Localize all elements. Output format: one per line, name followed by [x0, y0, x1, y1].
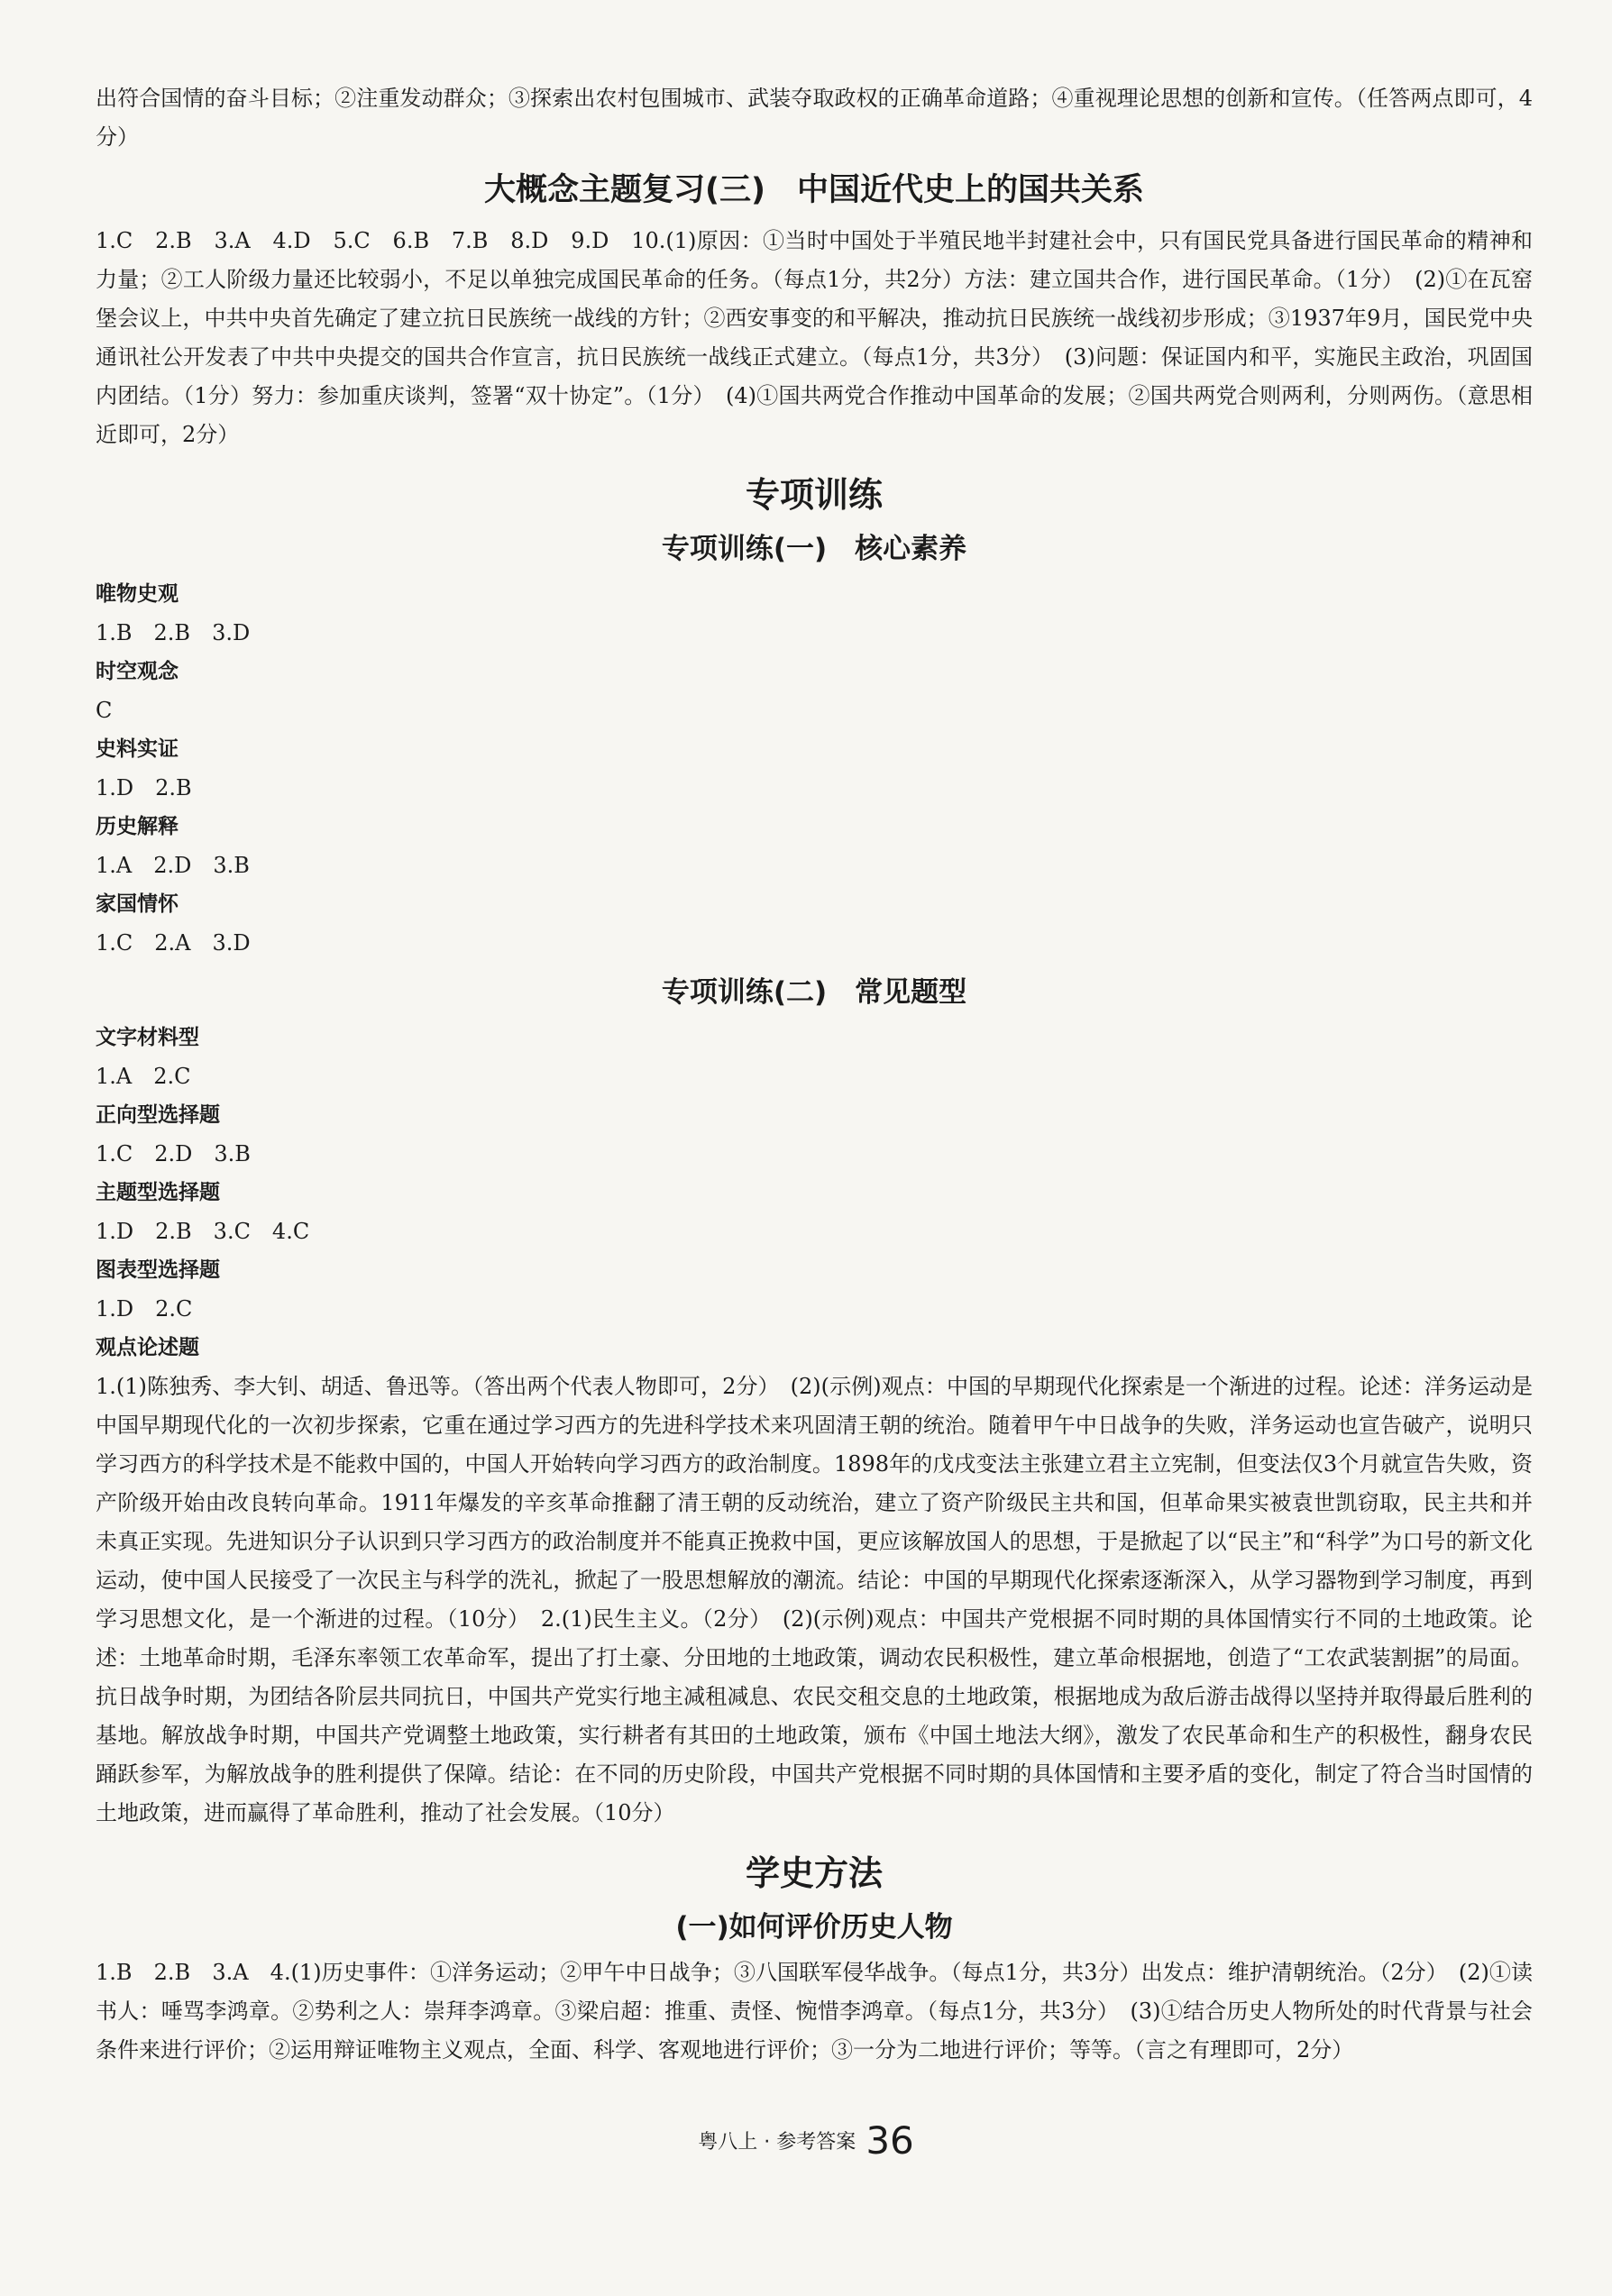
- special-training-title: 专项训练: [745, 475, 883, 515]
- review3-title: 大概念主题复习(三) 中国近代史上的国共关系: [484, 172, 1144, 208]
- category-heading: 文字材料型: [96, 1026, 199, 1049]
- category-answers: 1.A 2.D 3.B: [96, 853, 250, 878]
- category-answers: 1.D 2.C: [96, 1296, 193, 1322]
- category-heading: 史料实证: [96, 737, 179, 761]
- category-answers: 1.B 2.B 3.D: [96, 620, 251, 645]
- category-heading: 家国情怀: [96, 892, 179, 916]
- category-answers: 1.A 2.C: [96, 1064, 191, 1089]
- study-method-answers: 1.B 2.B 3.A 4.(1)历史事件：①洋务运动；②甲午中日战争；③八国联军侵华战争。（每点1分，共3分）出发点：维护清朝统治。（2分） (2)①读书人：唾骂李鸿章。②势利之人：崇拜李鸿章。③梁启超：推重、责怪、惋惜李鸿章。（每点1分，共3分） (3)①结合历史人物所处的时代背景与社会条件来进行评价；②运用辩证唯物主义观点，全面、科学、客观地进行评价；③一分为二地进行评价；等等。（言之有理即可，2分）: [96, 1960, 1533, 2063]
- essay-answers: 1.(1)陈独秀、李大钊、胡适、鲁迅等。（答出两个代表人物即可，2分） (2)(示例)观点：中国的早期现代化探索是一个渐进的过程。论述：洋务运动是中国早期现代化的一次初步探索，它重在通过学习西方的先进科学技术来巩固清王朝的统治。随着甲午中日战争的失败，洋务运动也宣告破产，说明只学习西方的科学技术是不能救中国的，中国人开始转向学习西方的政治制度。1898年的戊戌变法主张建立君主立宪制，但变法仅3个月就宣告失败，资产阶级开始由改良转向革命。1911年爆发的辛亥革命推翻了清王朝的反动统治，建立了资产阶级民主共和国，但革命果实被袁世凯窃取，民主共和并未真正实现。先进知识分子认识到只学习西方的政治制度并不能真正挽救中国，更应该解放国人的思想，于是掀起了以“民主”和“科学”为口号的新文化运动，使中国人民接受了一次民主与科学的洗礼，掀起了一股思想解放的潮流。结论：中国的早期现代化探索逐渐深入，从学习器物到学习制度，再到学习思想文化，是一个渐进的过程。（10分） 2.(1)民生主义。（2分） (2)(示例)观点：中国共产党根据不同时期的具体国情实行不同的土地政策。论述：土地革命时期，毛泽东率领工农革命军，提出了打土豪、分田地的土地政策，调动农民积极性，建立革命根据地，创造了“工农武装割据”的局面。抗日战争时期，为团结各阶层共同抗日，中国共产党实行地主减租减息、农民交租交息的土地政策，根据地成为敌后游击战得以坚持并取得最后胜利的基地。解放战争时期，中国共产党调整土地政策，实行耕者有其田的土地政策，颁布《中国土地法大纲》，激发了农民革命和生产的积极性，翻身农民踊跃参军，为解放战争的胜利提供了保障。结论：在不同的历史阶段，中国共产党根据不同时期的具体国情和主要矛盾的变化，制定了符合当时国情的土地政策，进而赢得了革命胜利，推动了社会发展。（10分）: [96, 1374, 1533, 1825]
- category-answers: 1.D 2.B 3.C 4.C: [96, 1219, 310, 1244]
- page-number: 36: [866, 2118, 914, 2163]
- study-method-title: 学史方法: [745, 1853, 883, 1893]
- study-method-1-title: (一)如何评价历史人物: [675, 1911, 953, 1944]
- category-heading: 主题型选择题: [96, 1181, 220, 1204]
- footer-label: 粤八上 · 参考答案: [698, 2131, 856, 2154]
- category-heading: 唯物史观: [96, 582, 179, 606]
- question-types-section: [96, 1019, 1533, 1833]
- category-answers: 1.C 2.D 3.B: [96, 1141, 251, 1166]
- category-heading: 正向型选择题: [96, 1103, 220, 1127]
- category-heading: 历史解释: [96, 815, 179, 838]
- category-answers: C: [96, 698, 113, 723]
- category-answers: 1.D 2.B: [96, 775, 192, 800]
- category-answers: 1.C 2.A 3.D: [96, 930, 251, 956]
- special-training-1-title: 专项训练(一) 核心素养: [661, 533, 967, 565]
- page-footer: [0, 2118, 1612, 2163]
- category-heading: 观点论述题: [96, 1336, 199, 1359]
- special-training-2-title: 专项训练(二) 常见题型: [661, 976, 967, 1009]
- category-heading: 时空观念: [96, 660, 179, 683]
- category-heading: 图表型选择题: [96, 1258, 220, 1282]
- intro-paragraph: 出符合国情的奋斗目标；②注重发动群众；③探索出农村包围城市、武装夺取政权的正确革命道路；④重视理论思想的创新和宣传。（任答两点即可，4分）: [96, 86, 1533, 150]
- review3-answers: 1.C 2.B 3.A 4.D 5.C 6.B 7.B 8.D 9.D 10.(1)原因：①当时中国处于半殖民地半封建社会中，只有国民党具备进行国民革命的精神和力量；②工人阶级力量还比较弱小，不足以单独完成国民革命的任务。（每点1分，共2分）方法：建立国共合作，进行国民革命。（1分） (2)①在瓦窑堡会议上，中共中央首先确定了建立抗日民族统一战线的方针；②西安事变的和平解决，推动抗日民族统一战线初步形成；③1937年9月，国民党中央通讯社公开发表了中共中央提交的国共合作宣言，抗日民族统一战线正式建立。（每点1分，共3分） (3)问题：保证国内和平，实施民主政治，巩固国内团结。（1分）努力：参加重庆谈判，签署“双十协定”。（1分） (4)①国共两党合作推动中国革命的发展；②国共两党合则两利，分则两伤。（意思相近即可，2分）: [96, 228, 1533, 447]
- core-literacy-section: [96, 575, 1533, 963]
